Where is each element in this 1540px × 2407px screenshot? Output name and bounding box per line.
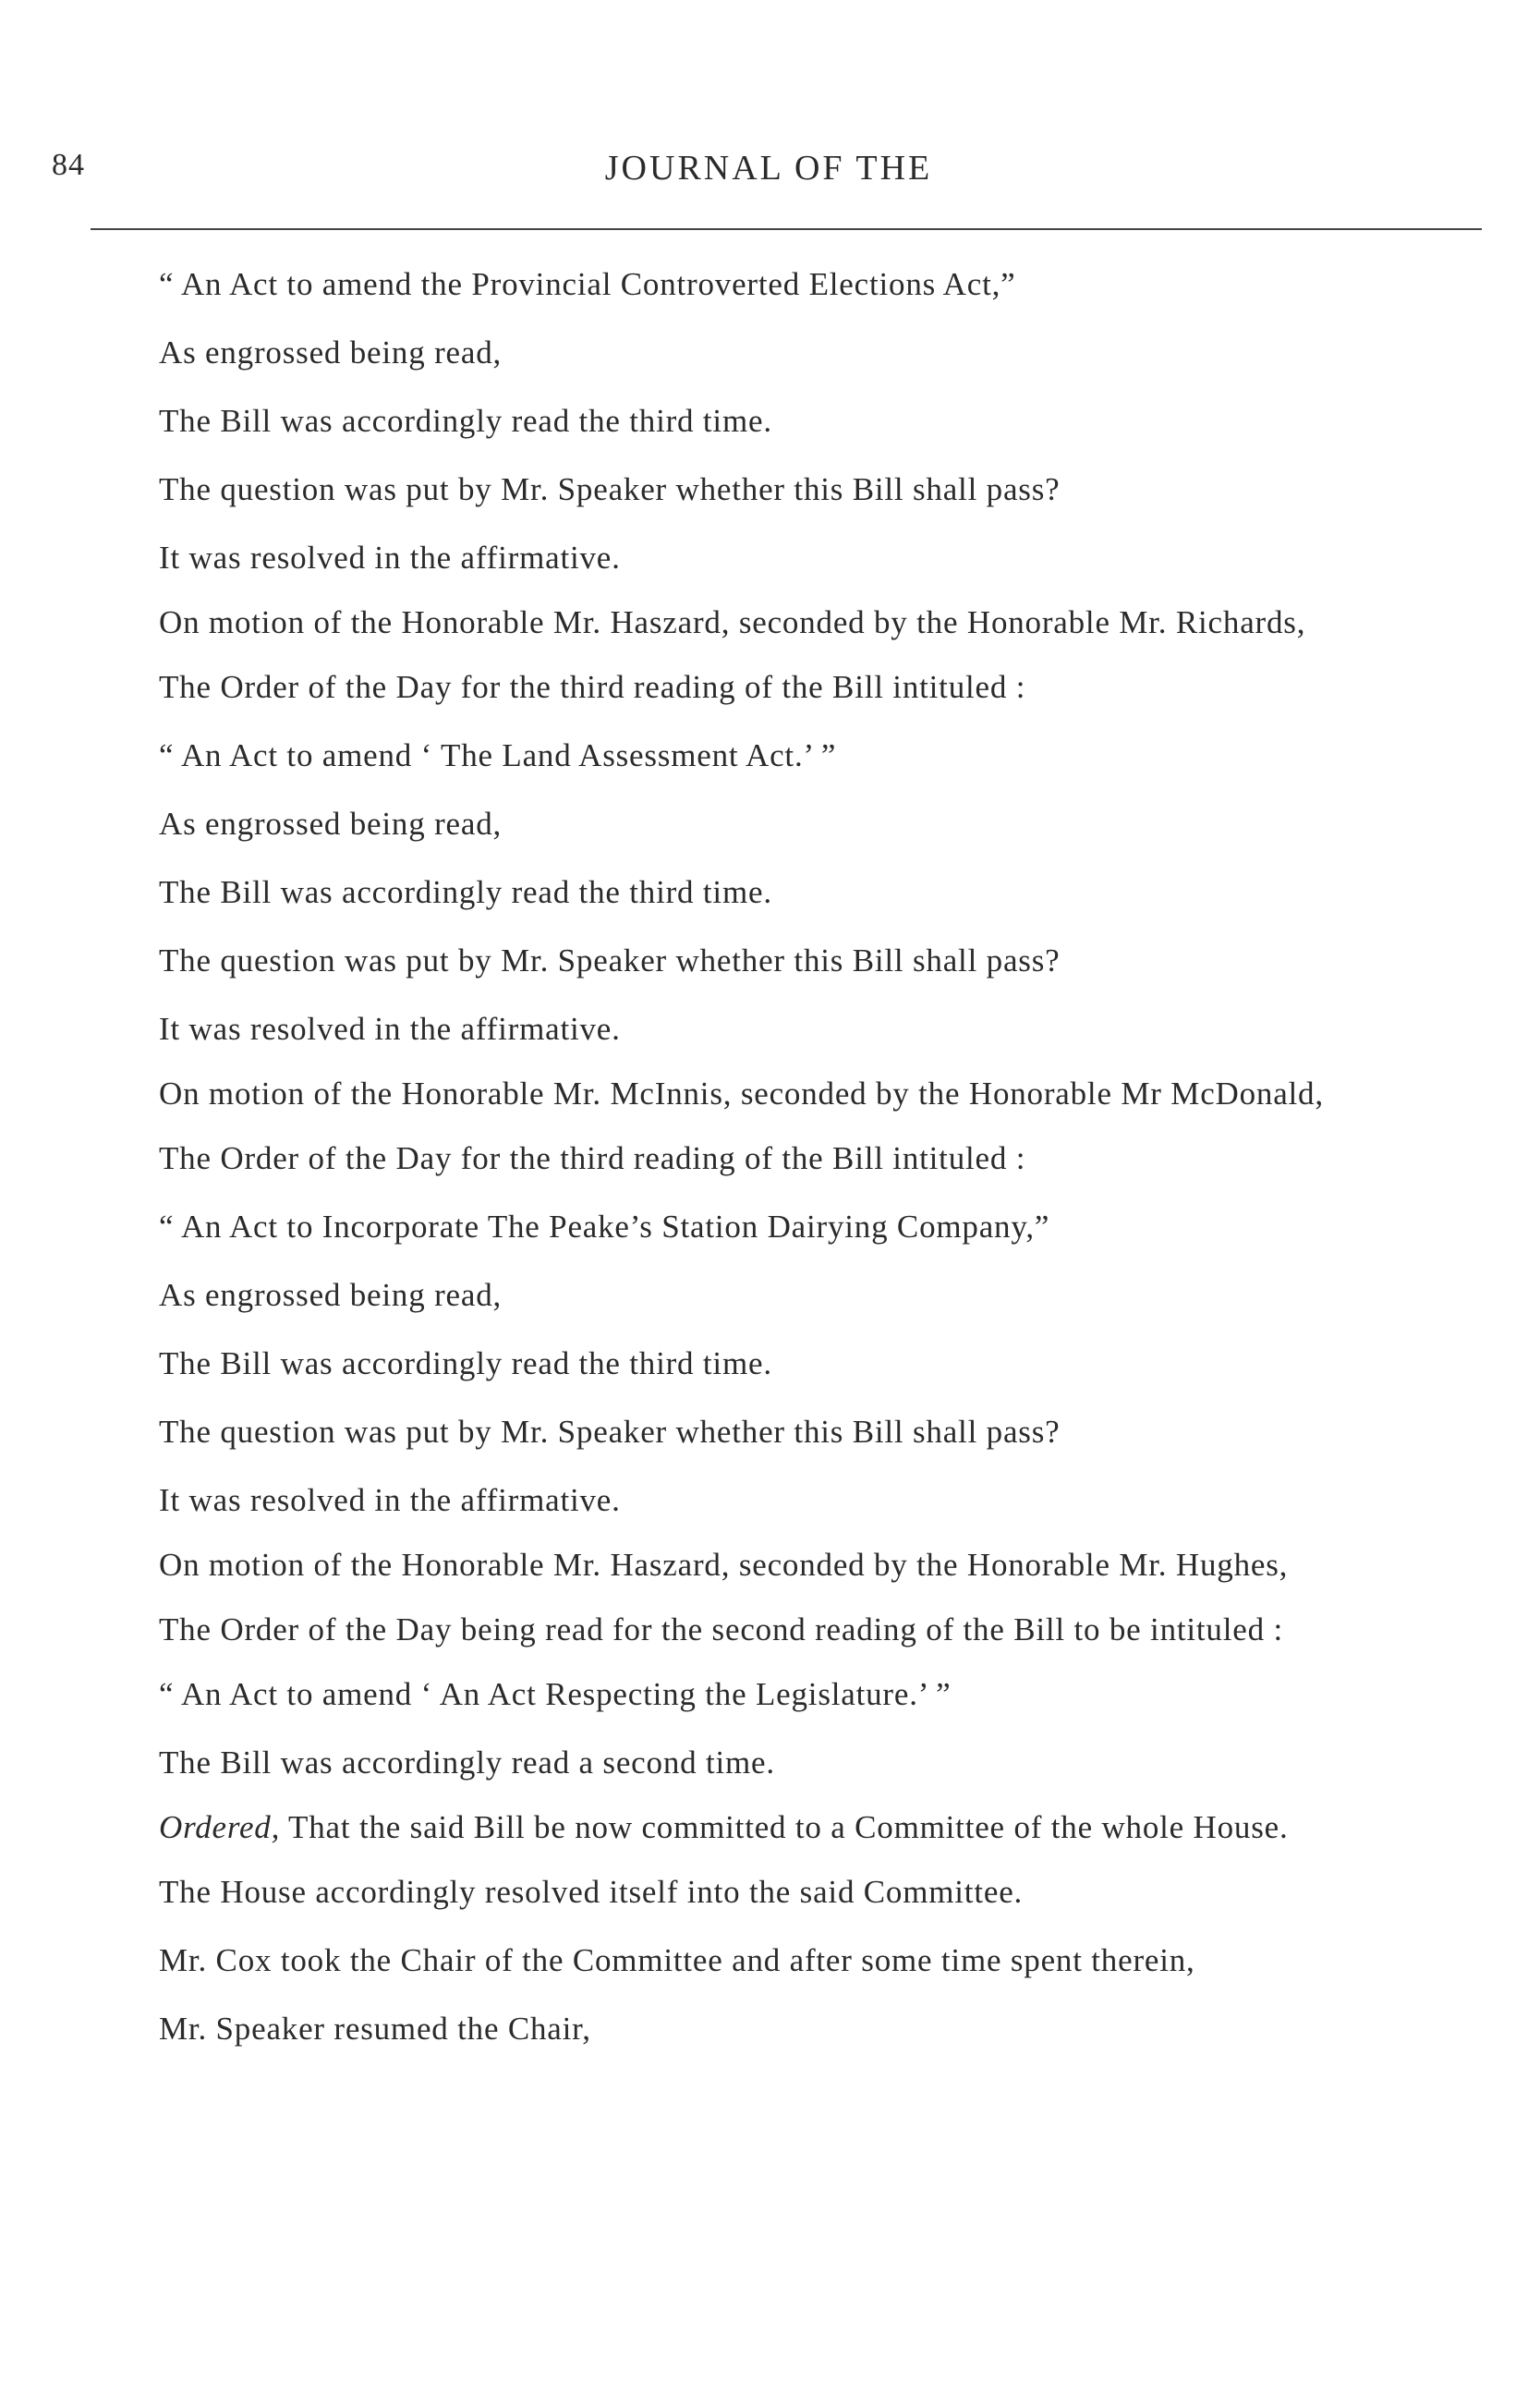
paragraph: The Order of the Day being read for the second reading of the Bill to be intituled : (159, 1611, 1283, 1647)
paragraph: As engrossed being read, (159, 334, 503, 371)
page-header (48, 148, 1489, 194)
paragraph: “ An Act to amend ‘ The Land Assessment Act.’ ” (159, 737, 837, 773)
paragraph: As engrossed being read, (159, 806, 503, 842)
paragraph: The Bill was accordingly read the third time. (159, 1345, 772, 1381)
paragraph: The Bill was accordingly read a second time. (159, 1744, 775, 1781)
paragraph: The question was put by Mr. Speaker whether this Bill shall pass? (159, 1414, 1061, 1450)
ordered-text: That the said Bill be now committed to a Committee of the whole House. (280, 1809, 1289, 1845)
paragraph: The Bill was accordingly read the third time. (159, 874, 772, 910)
paragraph: The question was put by Mr. Speaker whether this Bill shall pass? (159, 942, 1061, 979)
paragraph: On motion of the Honorable Mr. Haszard, seconded by the Honorable Mr. Richards, (159, 604, 1306, 640)
paragraph: As engrossed being read, (159, 1277, 503, 1313)
paragraph: The House accordingly resolved itself into the said Committee. (159, 1874, 1024, 1910)
page-number: 84 (52, 148, 85, 182)
paragraph: “ An Act to amend ‘ An Act Respecting the Legislature.’ ” (159, 1676, 952, 1712)
paragraph: The Bill was accordingly read the third time. (159, 403, 772, 439)
paragraph: The Order of the Day for the third reading of the Bill intituled : (159, 1140, 1026, 1176)
running-head: JOURNAL OF THE (604, 149, 933, 188)
paragraph: “ An Act to amend the Provincial Controverted Elections Act,” (159, 266, 1016, 302)
paragraph: On motion of the Honorable Mr. Haszard, seconded by the Honorable Mr. Hughes, (159, 1547, 1289, 1583)
ordered-paragraph (79, 1807, 1484, 1848)
paragraph: On motion of the Honorable Mr. McInnis, seconded by the Honorable Mr McDonald, (159, 1076, 1324, 1112)
paragraph: “ An Act to Incorporate The Peake’s Station Dairying Company,” (159, 1209, 1050, 1245)
paragraph: Mr. Cox took the Chair of the Committee and after some time spent therein, (159, 1942, 1195, 1978)
ordered-label: Ordered, (159, 1809, 281, 1845)
paragraph: The question was put by Mr. Speaker whether this Bill shall pass? (159, 471, 1061, 507)
paragraph: The Order of the Day for the third reading of the Bill intituled : (159, 669, 1026, 705)
paragraph: It was resolved in the affirmative. (159, 540, 621, 576)
paragraph: It was resolved in the affirmative. (159, 1011, 621, 1047)
paragraph: Mr. Speaker resumed the Chair, (159, 2011, 591, 2047)
paragraph: It was resolved in the affirmative. (159, 1482, 621, 1518)
header-rule (91, 228, 1482, 230)
journal-body (79, 264, 1484, 2049)
